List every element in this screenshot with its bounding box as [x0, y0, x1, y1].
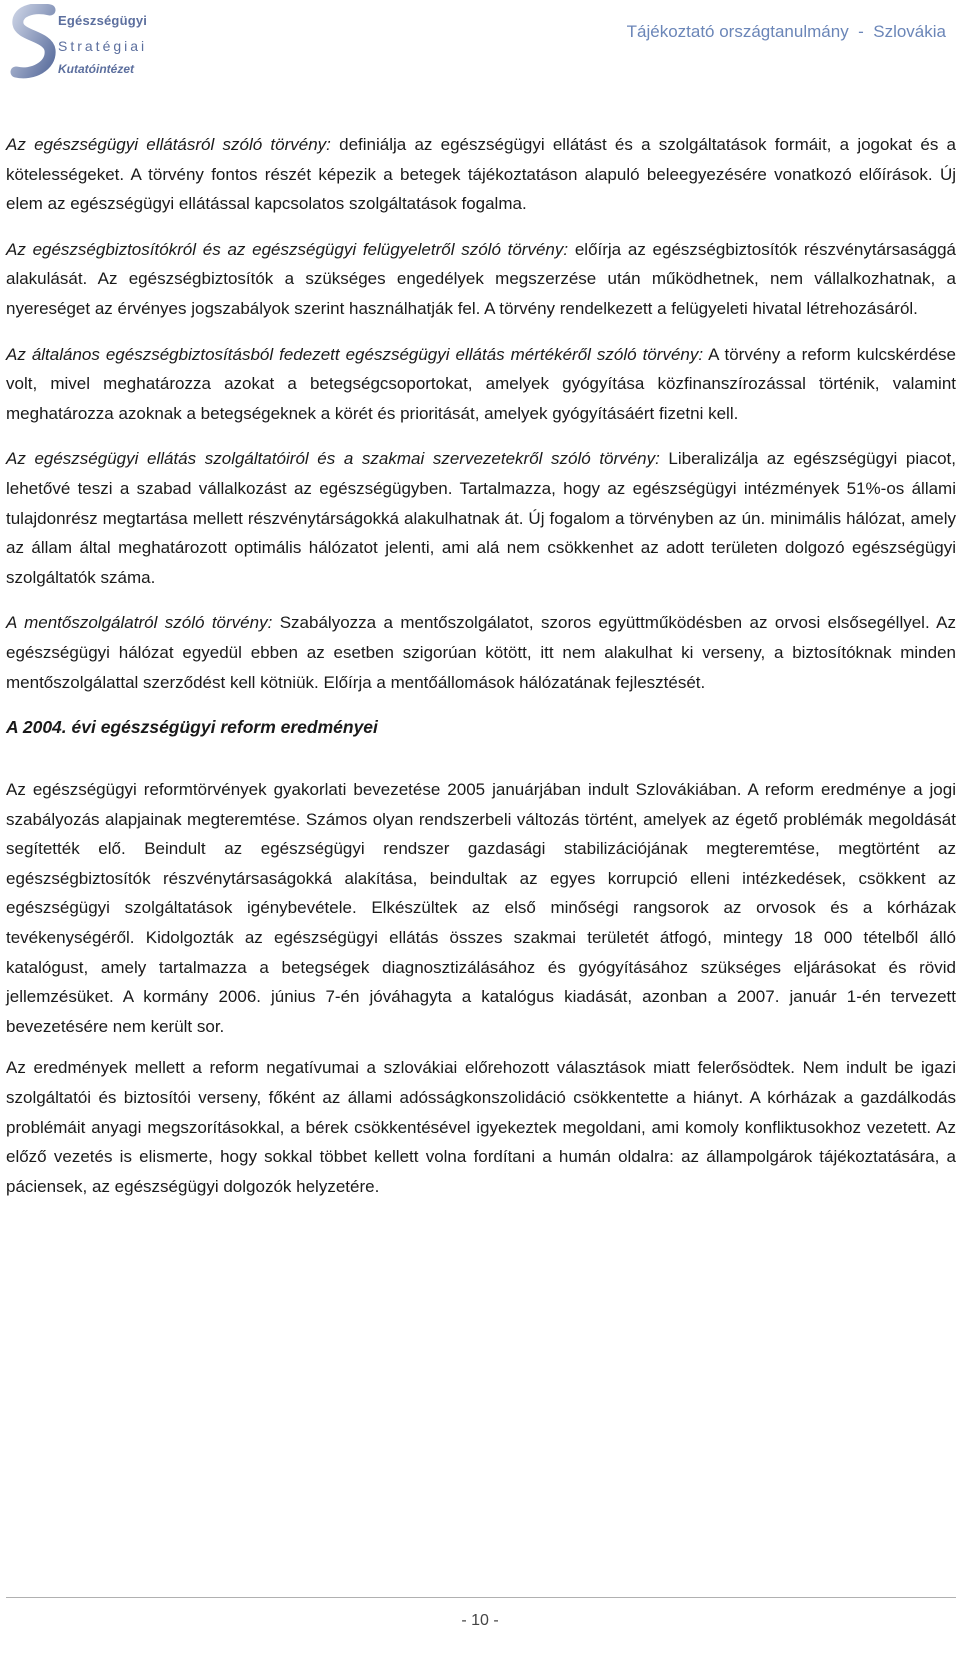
law-paragraph	[6, 235, 956, 324]
body-paragraph: Az egészségügyi reformtörvények gyakorlati bevezetése 2005 januárjában indult Szlovákiában. A reform eredménye a jogi szabályozás alapjainak megteremtése. Számos olyan rendszerbeli változás történt, amelyek az égető problémák megoldását segítették elő. Beindult az egészségügyi rendszer gazdasági stabilizációjának megteremtése, megtörtént az egészségbiztosítók részvénytársaságokká alakítása, beindultak az egyes korrupció elleni intézkedések, csökkent az egészségügyi szolgáltatások igénybevétele. Elkészültek az első minőségi rangsorok az orvosok és a kórházak tevékenységéről. Kidolgozták az egészségügyi ellátás összes szakmai területét átfogó, mintegy 18 000 tételből álló katalógust, amely tartalmazza a betegségek diagnosztizálásához és gyógyításához szükséges eljárásokat és rövid jellemzésüket. A kormány 2006. június 7-én jóváhagyta a katalógus kiadását, azonban a 2007. január 1-én tervezett bevezetésére nem került sor.	[6, 780, 956, 1036]
section-heading: A 2004. évi egészségügyi reform eredményei	[6, 717, 378, 738]
footer-divider	[6, 1597, 956, 1598]
law-description: Liberalizálja az egészségügyi piacot, lehetővé teszi a szabad vállalkozást az egészségügyben. Tartalmazza, hogy az egészségügyi intézmények 51%-os állami tulajdonrész megtartása mellett részvénytárságokká alakulhatnak át. Új fogalom a törvényben az ún. minimális hálózat, amely az állam által meghatározott optimális hálózatot jelenti, ami alá nem csökkenhet az adott területen dolgozó egészségügyi szolgáltatók száma.	[6, 449, 956, 587]
law-title: A mentőszolgálatról szóló törvény:	[6, 613, 273, 633]
institute-logo	[10, 4, 160, 86]
law-paragraph	[6, 608, 956, 697]
law-description: előírja az egészségbiztosítók részvénytársasággá alakulását. Az egészségbiztosítók a szükséges engedélyek megszerzése után működhetnek, nem vállalkozhatnak, a nyereséget az érvényes jogszabályok szerint használhatják fel. A törvény rendelkezett a felügyeleti hivatal létrehozásáról.	[6, 239, 956, 318]
law-title: Az általános egészségbiztosításból fedezett egészségügyi ellátás mértékéről szóló törvény:	[6, 344, 704, 364]
law-paragraph	[6, 444, 956, 592]
law-description: Szabályozza a mentőszolgálatot, szoros együttműködésben az orvosi elsősegéllyel. Az egészségügyi hálózat egyedül ebben az esetben szigorúan kötött, itt nem alakulhat ki verseny, a biztosítóknak minden mentőszolgálattal szerződést kell kötniük. Előírja a mentőállomások hálózatának fejlesztését.	[6, 613, 956, 692]
document-body	[6, 130, 956, 1217]
page-number: - 10 -	[461, 1612, 499, 1629]
law-paragraph	[6, 130, 956, 219]
document-title: Tájékoztató országtanulmány - Szlovákia	[626, 22, 946, 41]
law-description: A törvény a reform kulcskérdése volt, mivel meghatározza azokat a betegségcsoportokat, amelyek gyógyítása közfinanszírozással történik, valamint meghatározza azoknak a betegségeknek a körét és prioritását, amelyek gyógyításáért fizetni kell.	[6, 344, 956, 423]
law-title: Az egészségbiztosítókról és az egészségügyi felügyeletről szóló törvény:	[6, 239, 569, 259]
logo-line-1: Egészségügyi	[58, 13, 148, 28]
logo-line-3: Kutatóintézet	[58, 62, 134, 76]
page-header	[0, 0, 960, 100]
law-paragraph	[6, 340, 956, 429]
body-paragraph: Az eredmények mellett a reform negatívumai a szlovákiai előrehozott választások miatt felerősödtek. Nem indult be igazi szolgáltatói és biztosítói verseny, főként az állami adósságkonszolidáció csökkentette a hiányt. A kórházak a gazdálkodás problémáit anyagi megszorításokkal, a bérek csökkentésével igyekeztek megoldani, ami komoly konfliktusokhoz vezetett. Az előző vezetés is elismerte, hogy sokkal többet kellett volna fordítani a humán oldalra: az állampolgárok tájékoztatására, a páciensek, az egészségügyi dolgozók helyzetére.	[6, 1058, 956, 1196]
logo-line-2: Stratégiai	[58, 38, 148, 54]
logo-s-mark-icon	[10, 4, 58, 82]
law-title: Az egészségügyi ellátásról szóló törvény:	[6, 135, 331, 154]
law-title: Az egészségügyi ellátás szolgáltatóiról és a szakmai szervezetekről szóló törvény:	[6, 449, 660, 469]
law-description: definiálja az egészségügyi ellátást és a szolgáltatások formáit, a jogokat és a kötelességeket. A törvény fontos részét képezik a betegek tájékoztatáson alapuló beleegyezésére vonatkozó előírások. Új elem az egészségügyi ellátással kapcsolatos szolgáltatások fogalma.	[6, 135, 956, 214]
